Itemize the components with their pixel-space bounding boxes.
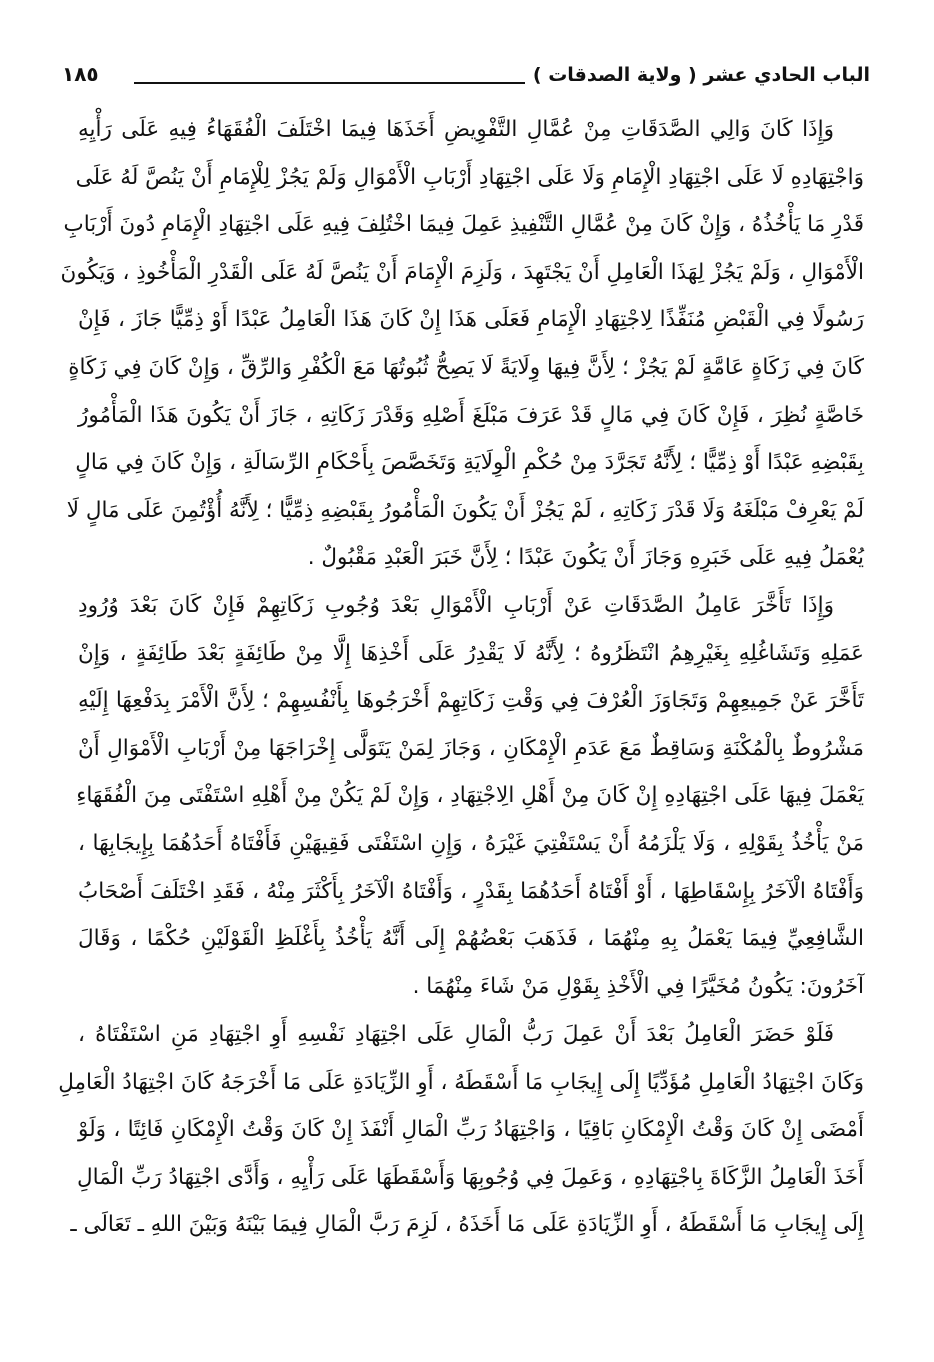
chapter-title: الباب الحادي عشر ( ولاية الصدقات ) [532, 64, 870, 86]
text-line: فَلَوْ حَضَرَ الْعَامِلُ بَعْدَ أَنْ عَمِلَ رَبُّ الْمَالِ عَلَى اجْتِهَادِ نَفْسِهِ أَوِ اجْتِهَادِ مَنِ اسْتَفْتَاهُ ، [78, 1022, 834, 1047]
paragraph-3 [58, 1011, 864, 1249]
text-line: كَانَ فِي زَكَاةٍ عَامَّةٍ لَمْ يَجُزْ ؛ لِأَنَّ فِيهَا وِلَايَةً لَا يَصِحُّ ثُبُوتُهَا مَعَ الْكُفْرِ وَالرِّقِّ ، وَإِنْ كَانَ فِي زَكَاةٍ [68, 354, 864, 380]
text-line: وَأَفْتَاهُ الْآخَرُ بِإِسْقَاطِهَا ، أَوْ أَفْتَاهُ أَحَدُهُمَا بِقَدْرٍ ، وَأَفْتَاهُ الْآخَرُ بِأَكْثَرَ مِنْهُ ، فَقَدِ اخْتَلَفَ أَصْحَابُ [78, 878, 864, 904]
text-line: وَكَانَ اجْتِهَادُ الْعَامِلِ مُؤَدِّيًا إِلَى إِيجَابِ مَا أَسْقَطَهُ ، أَوِ الزِّيَادَةِ عَلَى مَا أَخْرَجَهُ كَانَ اجْتِهَادُ الْعَامِلِ [58, 1069, 864, 1095]
text-line: خَاصَّةٍ نُظِرَ ، فَإِنْ كَانَ فِي مَالٍ قَدْ عَرَفَ مَبْلَغَ أَصْلِهِ وَقَدْرَ زَكَاتِهِ ، جَازَ أَنْ يَكُونَ هَذَا الْمَأْمُورُ [78, 402, 864, 428]
text-line: وَإِذَا كَانَ وَالِي الصَّدَقَاتِ مِنْ عُمَّالِ التَّفْوِيضِ أَخَذَهَا فِيمَا اخْتَلَفَ الْفُقَهَاءُ فِيهِ عَلَى رَأْيِهِ [78, 117, 834, 142]
text-line: الشَّافِعِيِّ فِيمَا يَعْمَلُ بِهِ مِنْهُمَا ، فَذَهَبَ بَعْضُهُمْ إِلَى أَنَّهُ يَأْخُذُ بِأَغْلَظِ الْقَوْلَيْنِ حُكْمًا ، وَقَالَ [78, 926, 864, 952]
paragraph-2 [78, 582, 864, 1010]
text-line: يَعْمَلَ فِيهَا عَلَى اجْتِهَادِهِ إِنْ كَانَ مِنْ أَهْلِ الِاجْتِهَادِ ، وَإِنْ لَمْ يَكُنْ مِنْ أَهْلِهِ اسْتَفْتَى مِنَ الْفُقَهَاءِ [76, 783, 864, 809]
text-line: آخَرُونَ: يَكُونُ مُخَيَّرًا فِي الْأَخْذِ بِقَوْلِ مَنْ شَاءَ مِنْهُمَا . [412, 973, 864, 999]
text-line: بِقَبْضِهِ عَبْدًا أَوْ ذِمِّيًّا ؛ لِأَنَّهُ تَجَرَّدَ مِنْ حُكْمِ الْوِلَايَةِ وَتَخَصَّصَ بِأَحْكَامِ الرِّسَالَةِ ، وَإِنْ كَانَ فِي مَالٍ [75, 450, 864, 476]
text-line: أَمْضَى إِنْ كَانَ وَقْتُ الْإِمْكَانِ بَاقِيًا ، وَاجْتِهَادُ رَبِّ الْمَالِ أَنْفَذَ إِنْ كَانَ وَقْتُ الْإِمْكَانِ فَائِتًا ، وَلَوْ [78, 1117, 864, 1143]
text-line: يُعْمَلُ فِيهِ عَلَى خَبَرِهِ وَجَازَ أَنْ يَكُونَ عَبْدًا ؛ لِأَنَّ خَبَرَ الْعَبْدِ مَقْبُولٌ . [307, 545, 864, 571]
text-line: تَأَخَّرَ عَنْ جَمِيعِهِمْ وَتَجَاوَزَ الْعُرْفَ فِي وَقْتِ زَكَاتِهِمْ أَخْرَجُوهَا بِأَنْفُسِهِمْ ؛ لِأَنَّ الْأَمْرَ بِدَفْعِهَا إِلَيْهِ [78, 688, 864, 714]
text-line: إِلَى إِيجَابِ مَا أَسْقَطَهُ ، أَوِ الزِّيَادَةِ عَلَى مَا أَخَذَهُ ، لَزِمَ رَبَّ الْمَالِ فِيمَا بَيْنَهُ وَبَيْنَ اللهِ ـ تَعَالَى ـ [70, 1212, 864, 1238]
text-line: وَاجْتِهَادِهِ لَا عَلَى اجْتِهَادِ الْإِمَامِ وَلَا عَلَى اجْتِهَادِ أَرْبَابِ الْأَمْوَالِ وَلَمْ يَجُزْ لِلْإِمَامِ أَنْ يَنُصَّ لَهُ عَلَى [75, 164, 864, 190]
running-header [62, 62, 870, 96]
text-line: مَنْ يَأْخُذُ بِقَوْلِهِ ، وَلَا يَلْزَمُهُ أَنْ يَسْتَفْتِيَ غَيْرَهُ ، وَإِنِ اسْتَفْتَى فَقِيهَيْنِ فَأَفْتَاهُ أَحَدُهُمَا بِإِيجَابِهَا ، [78, 830, 864, 856]
text-line: وَإِذَا تَأَخَّرَ عَامِلُ الصَّدَقَاتِ عَنْ أَرْبَابِ الْأَمْوَالِ بَعْدَ وُجُوبِ زَكَاتِهِمْ فَإِنْ كَانَ بَعْدَ وُرُودِ [78, 593, 834, 618]
text-line: عَمَلِهِ وَتَشَاغُلِهِ بِغَيْرِهِمُ انْتَظَرُوهُ ؛ لِأَنَّهُ لَا يَقْدِرُ عَلَى أَخْذِهَا إِلَّا مِنْ طَائِفَةٍ بَعْدَ طَائِفَةٍ ، وَإِنْ [78, 640, 864, 666]
paragraph-1 [60, 106, 864, 582]
text-line: رَسُولًا فِي الْقَبْضِ مُنَفِّذًا لِاجْتِهَادِ الْإِمَامِ فَعَلَى هَذَا إِنْ كَانَ هَذَا الْعَامِلُ عَبْدًا أَوْ ذِمِّيًّا جَازَ ، فَإِنْ [78, 307, 864, 333]
text-line: الْأَمْوَالِ ، وَلَمْ يَجُزْ لِهَذَا الْعَامِلِ أَنْ يَجْتَهِدَ ، وَلَزِمَ الْإِمَامَ أَنْ يَنُصَّ لَهُ عَلَى الْقَدْرِ الْمَأْخُوذِ ، وَيَكُونَ [60, 259, 864, 285]
text-line: أَخَذَ الْعَامِلُ الزَّكَاةَ بِاجْتِهَادِهِ ، وَعَمِلَ فِي وُجُوبِهَا وَأَسْقَطَهَا عَلَى رَأْيِهِ ، وَأَدَّى اجْتِهَادُ رَبِّ الْمَالِ [77, 1164, 864, 1190]
header-rule [134, 82, 525, 84]
text-line: قَدْرِ مَا يَأْخُذُهُ ، وَإِنْ كَانَ مِنْ عُمَّالِ التَّنْفِيذِ عَمِلَ فِيمَا اخْتُلِفَ فِيهِ عَلَى اجْتِهَادِ الْإِمَامِ دُونَ أَرْبَابِ [63, 212, 864, 238]
text-line: مَشْرُوطٌ بِالْمُكْنَةِ وَسَاقِطٌ مَعَ عَدَمِ الْإِمْكَانِ ، وَجَازَ لِمَنْ يَتَوَلَّى إِخْرَاجَهَا مِنْ أَرْبَابِ الْأَمْوَالِ أَنْ [78, 735, 864, 761]
text-line: لَمْ يَعْرِفْ مَبْلَغَهُ وَلَا قَدْرَ زَكَاتِهِ ، لَمْ يَجُزْ أَنْ يَكُونَ الْمَأْمُورُ بِقَبْضِهِ ذِمِّيًّا ؛ لِأَنَّهُ أُؤْتُمِنَ عَلَى مَالٍ لَا [66, 497, 864, 523]
page-number: ١٨٥ [62, 62, 99, 86]
